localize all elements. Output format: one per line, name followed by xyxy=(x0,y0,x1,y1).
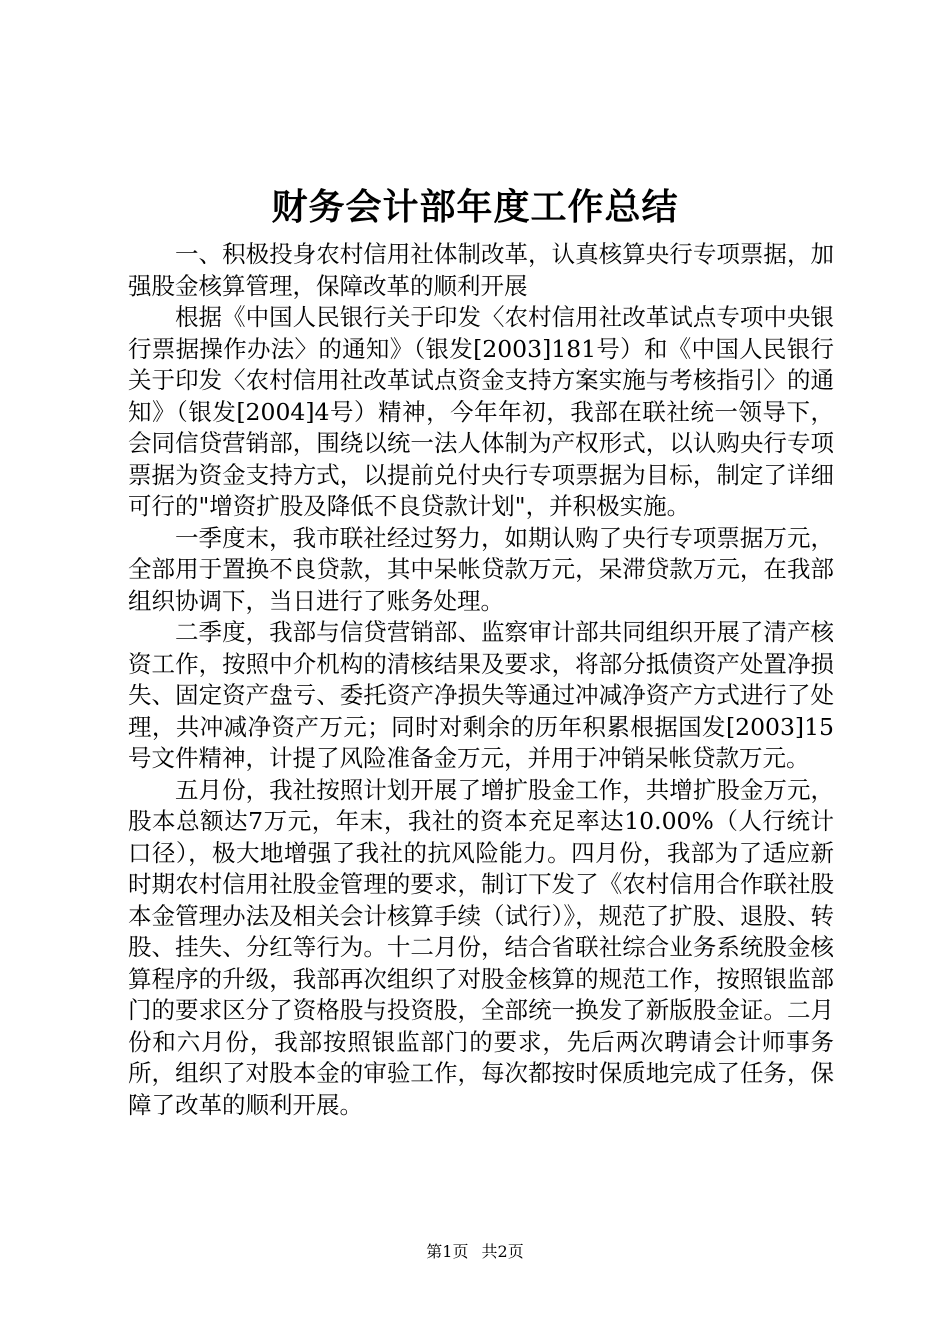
paragraph-q1: 一季度末，我市联社经过努力，如期认购了央行专项票据万元，全部用于置换不良贷款，其中呆帐贷款万元，呆滞贷款万元，在我部组织协调下，当日进行了账务处理。 xyxy=(128,523,834,615)
paragraph-q2: 二季度，我部与信贷营销部、监察审计部共同组织开展了清产核资工作，按照中介机构的清核结果及要求，将部分抵债资产处置净损失、固定资产盘亏、委托资产净损失等通过冲减净资产方式进行了处理，共冲减净资产万元；同时对剩余的历年积累根据国发[2003]15号文件精神，计提了风险准备金万元，并用于冲销呆帐贷款万元。 xyxy=(128,618,834,772)
paragraph-share-capital: 五月份，我社按照计划开展了增扩股金工作，共增扩股金万元，股本总额达7万元，年末，我社的资本充足率达10.00%（人行统计口径），极大地增强了我社的抗风险能力。四月份，我部为了适应新时期农村信用社股金管理的要求，制订下发了《农村信用合作联社股本金管理办法及相关会计核算手续（试行）》，规范了扩股、退股、转股、挂失、分红等行为。十二月份，结合省联社综合业务系统股金核算程序的升级，我部再次组织了对股金核算的规范工作，按照银监部门的要求区分了资格股与投资股，全部统一换发了新版股金证。二月份和六月份，我部按照银监部门的要求，先后两次聘请会计师事务所，组织了对股本金的审验工作，每次都按时保质地完成了任务，保障了改革的顺利开展。 xyxy=(128,775,834,1119)
section-heading-1: 一、积极投身农村信用社体制改革，认真核算央行专项票据，加强股金核算管理，保障改革的顺利开展 xyxy=(128,240,834,300)
page-footer xyxy=(0,1241,950,1263)
paragraph-policy-basis: 根据《中国人民银行关于印发〈农村信用社改革试点专项中央银行票据操作办法〉的通知》（银发[2003]181号）和《中国人民银行关于印发〈农村信用社改革试点资金支持方案实施与考核指引〉的通知》（银发[2004]4号）精神，今年年初，我部在联社统一领导下，会同信贷营销部，围绕以统一法人体制为产权形式，以认购央行专项票据为资金支持方式，以提前兑付央行专项票据为目标，制定了详细可行的"增资扩股及降低不良贷款计划"，并积极实施。 xyxy=(128,303,834,520)
document-title: 财务会计部年度工作总结 xyxy=(271,186,679,228)
document-body xyxy=(128,239,834,1121)
page-number: 第1页 xyxy=(426,1242,469,1261)
page-total: 共2页 xyxy=(481,1242,524,1261)
